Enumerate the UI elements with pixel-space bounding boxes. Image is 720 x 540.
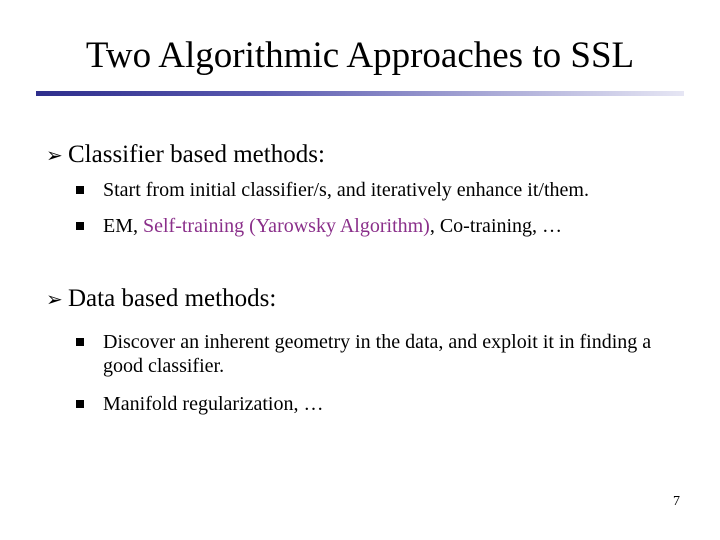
bullet-text-post: , Co-training, … [429,215,563,237]
square-bullet-icon [76,186,84,194]
section-heading-data [46,284,276,314]
section-heading-text: Data based methods: [68,285,277,312]
bullet-item [76,214,676,238]
bullet-text: Start from initial classifier/s, and iteratively enhance it/them. [103,179,589,201]
bullet-text: Manifold regularization, … [103,393,324,415]
bullet-item [76,178,676,202]
arrow-bullet-icon: ➢ [46,143,63,167]
section-heading-classifier [46,140,325,170]
slide-title: Two Algorithmic Approaches to SSL [85,35,635,76]
title-underline [36,91,684,96]
square-bullet-icon [76,338,84,346]
bullet-item [76,392,676,416]
bullet-item [76,330,676,378]
arrow-bullet-icon: ➢ [46,287,63,311]
square-bullet-icon [76,400,84,408]
highlighted-term: Self-training (Yarowsky Algorithm) [143,215,430,237]
bullet-text: Discover an inherent geometry in the data, and exploit it in finding a good classifier. [103,331,652,377]
square-bullet-icon [76,222,84,230]
bullet-text [103,214,676,238]
page-number: 7 [673,494,680,509]
bullet-text-pre: EM, [103,215,143,237]
section-heading-text: Classifier based methods: [68,141,325,168]
